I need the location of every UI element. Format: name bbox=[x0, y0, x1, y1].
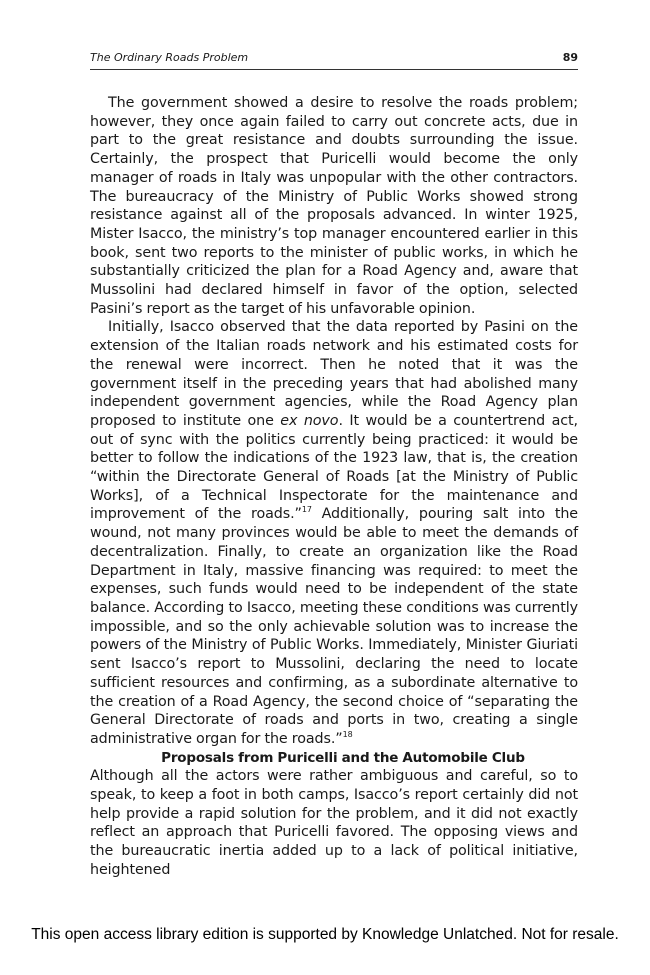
paragraph-1 bbox=[90, 94, 578, 318]
body-text bbox=[90, 94, 578, 880]
running-title: The Ordinary Roads Problem bbox=[90, 51, 249, 64]
page-number: 89 bbox=[562, 51, 578, 64]
italic-phrase: ex novo bbox=[280, 412, 339, 429]
paragraph-text: Additionally, pouring salt into the wound, not many provinces would be able to meet the demands of decentralization. Finally, to create an organization like the Road Department in Italy, massive financing was required: to meet the expenses, such funds would need to be independent of the state balance. According to Isacco, meeting these conditions was currently impossible, and so the only achievable solution was to increase the powers of the Ministry of Public Works. Immediately, Minister Giuriati sent Isacco’s report to Mussolini, declaring the need to locate sufficient resources and confirming, as a subordinate alternative to the creation of a Road Agency, the second choice of “separating the General Directorate of roads and ports in two, creating a single administrative organ for the roads.” bbox=[90, 506, 578, 747]
paragraph-text: . It would be a countertrend act, out of sync with the politics currently being practiced: it would be better to follow the indications of the 1923 law, that is, the creation “within the Directorate General of Roads [at the Ministry of Public Works], of a Technical Inspectorate for the maintenance and improvement of the roads.” bbox=[90, 412, 578, 523]
paragraph-text: Initially, Isacco observed that the data reported by Pasini on the extension of the Italian roads network and his estimated costs for the renewal were incorrect. Then he noted that it was the government itself in the preceding years that had abolished many independent government agencies, while the Road Agency plan proposed to institute one bbox=[90, 319, 578, 429]
footer-notice: This open access library edition is supported by Knowledge Unlatched. Not for resale. bbox=[31, 926, 619, 943]
paragraph-3: Although all the actors were rather ambiguous and careful, so to speak, to keep a foot in both camps, Isacco’s report certainly did not help provide a rapid solution for the problem, and it did not exactly reflect an approach that Puricelli favored. The opposing views and the bureaucratic inertia added up to a lack of political initiative, heightened bbox=[90, 768, 578, 878]
section-heading: Proposals from Puricelli and the Automobile Club bbox=[161, 749, 525, 766]
running-header bbox=[90, 51, 578, 69]
paragraph-text: The government showed a desire to resolve the roads problem; however, they once again failed to carry out concrete acts, due in part to the great resistance and doubts surrounding the issue. Certainly, the prospect that Puricelli would become the only manager of roads in Italy was unpopular with the other contractors. The bureaucracy of the Ministry of Public Works showed strong resistance against all of the proposals advanced. In winter 1925, Mister Isacco, the ministry’s top manager encountered earlier in this book, sent two reports to the minister of public works, in which he substantially criticized the plan for a Road Agency and, aware that Mussolini had declared himself in favor of the option, selected Pasini’s report as the target of his unfavorable opinion. bbox=[90, 95, 578, 317]
footnote-ref-18[interactable]: 18 bbox=[342, 730, 353, 740]
footnote-ref-17[interactable]: 17 bbox=[301, 505, 312, 515]
header-rule bbox=[90, 69, 578, 70]
paragraph-2 bbox=[90, 318, 578, 748]
